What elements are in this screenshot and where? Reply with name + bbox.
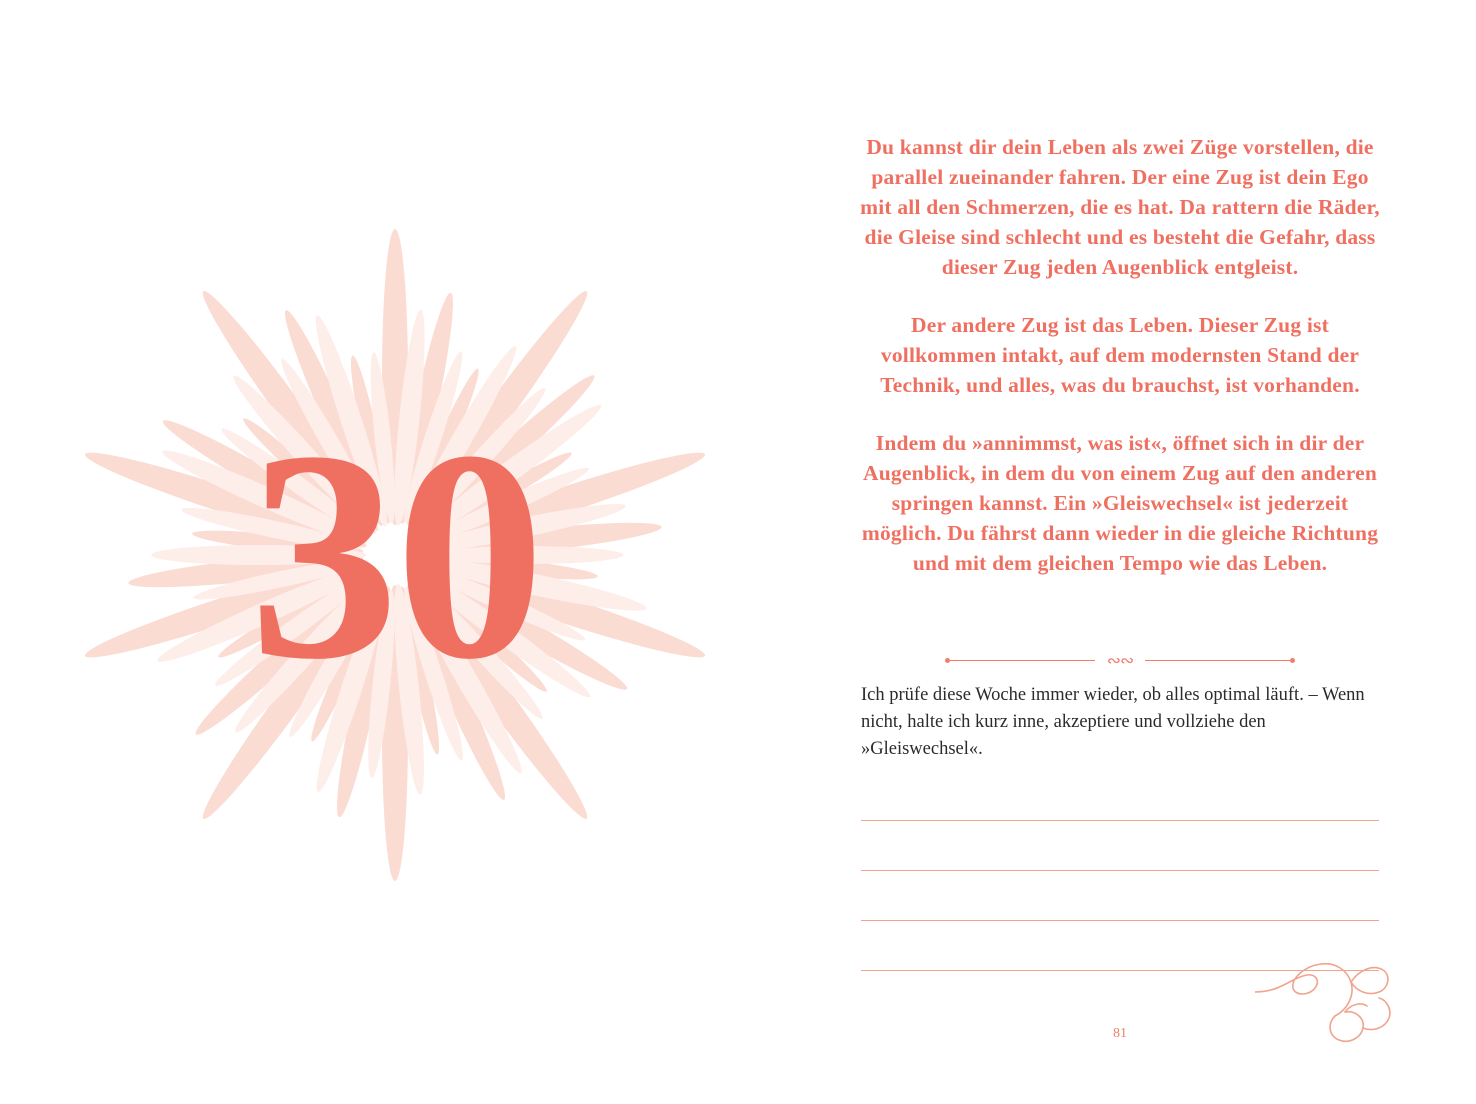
starburst-illustration <box>50 210 740 900</box>
writing-line[interactable] <box>861 870 1379 871</box>
divider-dot-right <box>1290 658 1295 663</box>
divider-rule-right <box>1145 660 1290 661</box>
ornamental-divider <box>945 650 1295 670</box>
page-number: 81 <box>1113 1026 1127 1041</box>
divider-swirl-icon: ∾∾ <box>1106 650 1134 670</box>
right-column <box>855 0 1385 1104</box>
divider-rule-left <box>950 660 1095 661</box>
writing-line[interactable] <box>861 920 1379 921</box>
writing-line[interactable] <box>861 820 1379 821</box>
quote-paragraph-1: Du kannst dir dein Leben als zwei Züge vorstellen, die parallel zueinander fahren. Der eine Zug ist dein Ego mit all den Schmerzen, die es hat. Da rattern die Räder, die Gleise sind schlecht und es besteht die Gefahr, dass dieser Zug jeden Augenblick entgleist. <box>860 135 1380 279</box>
quote-paragraph-3: Indem du »annimmst, was ist«, öffnet sich in dir der Augenblick, in dem du von einem Zug auf den anderen springen kannst. Ein »Gleiswechsel« ist jederzeit möglich. Du fährst dann wieder in die gleiche Richtung und mit dem gleichen Tempo wie das Leben. <box>861 431 1379 575</box>
chapter-number: 30 <box>249 389 541 721</box>
quote-block <box>855 132 1385 578</box>
affirmation-text: Ich prüfe diese Woche immer wieder, ob alles optimal läuft. – Wenn nicht, halte ich kurz inne, akzeptiere und vollziehe den »Gleiswechsel«. <box>861 685 1365 759</box>
quote-paragraph-2: Der andere Zug ist das Leben. Dieser Zug ist vollkommen intakt, auf dem modernsten Stand der Technik, und alles, was du brauchst, ist vorhanden. <box>880 313 1360 397</box>
